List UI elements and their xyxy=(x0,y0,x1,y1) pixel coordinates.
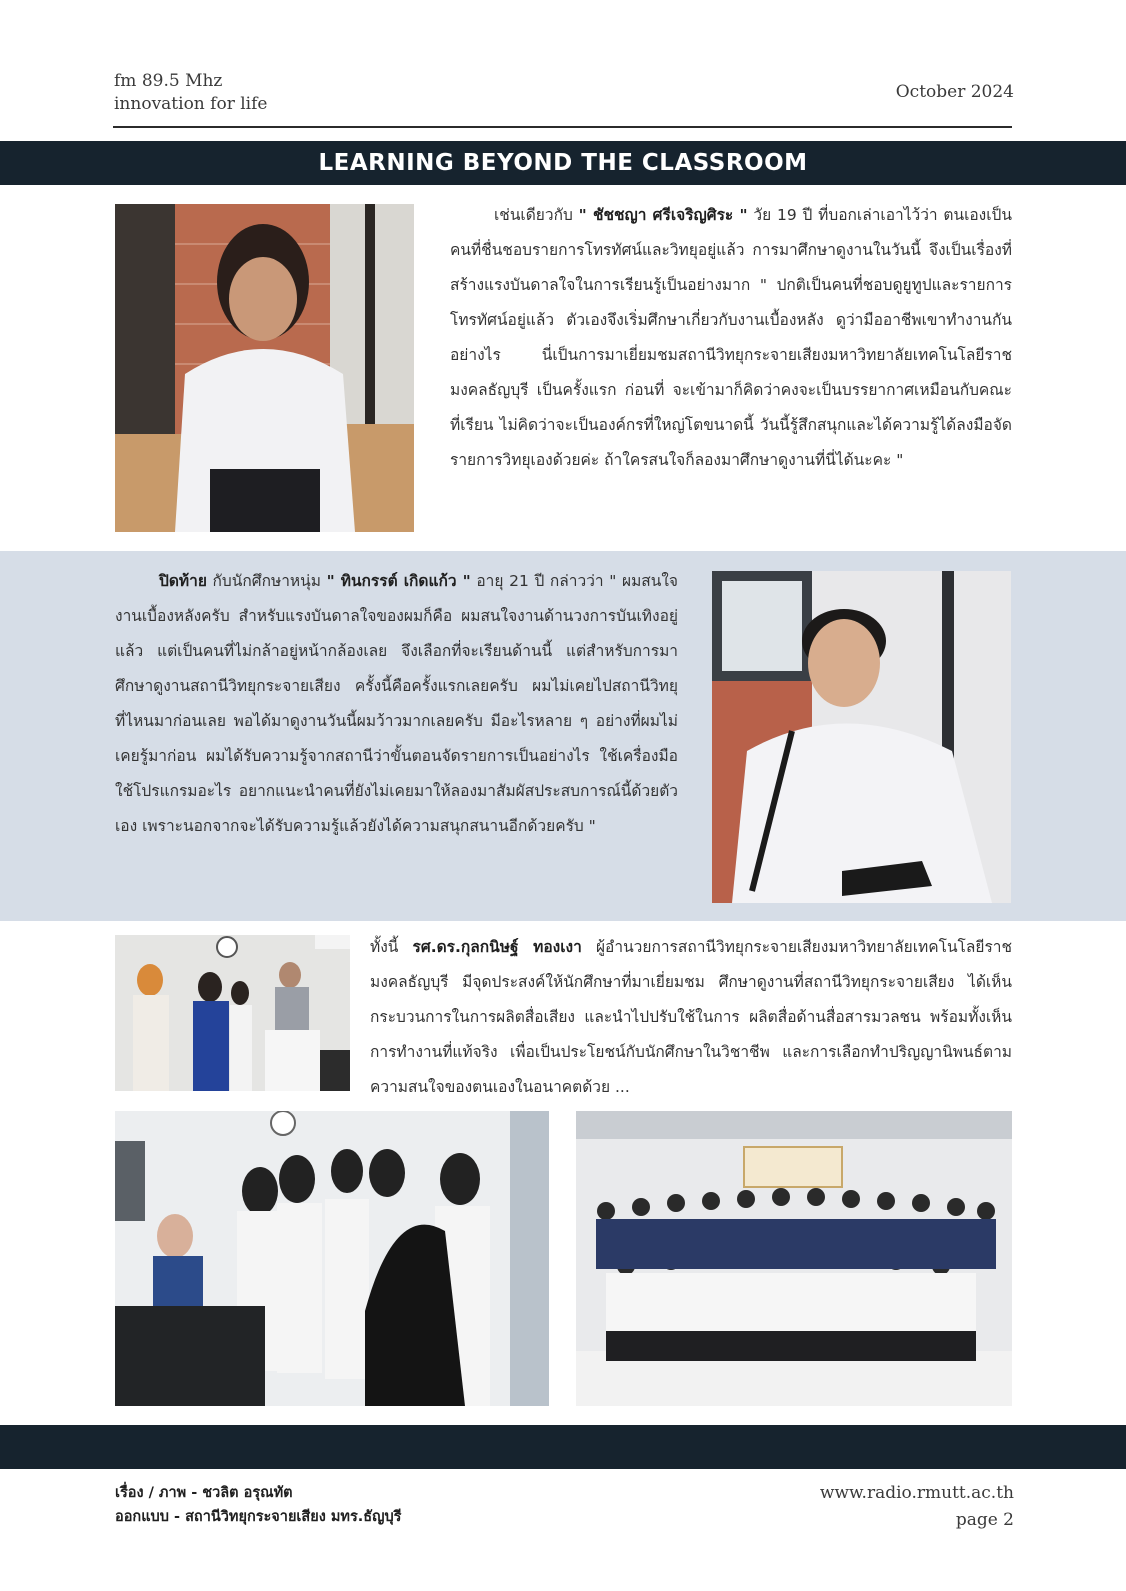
credit-design: ออกแบบ - สถานีวิทยุกระจายเสียง มทร.ธัญบุรี xyxy=(115,1509,402,1525)
footer-info xyxy=(820,1480,1014,1534)
paragraph-female-student: เช่นเดียวกับ " ชัชชญา ศรีเจริญศิระ " วัย 19 ปี ที่บอกเล่าเอาไว้ว่า ตนเองเป็นคนที่ชื่นชอบรายการโทรทัศน์และวิทยุอยู่แล้ว การมาศึกษาดูงานในวันนี้ จึงเป็นเรื่องที่สร้างแรงบันดาลใจในการเรียนรู้เป็นอย่างมาก " ปกติเป็นคนที่ชอบดูยูทูปและรายการโทรทัศน์อยู่แล้ว ตัวเองจึงเริ่มศึกษาเกี่ยวกับงานเบื้องหลัง ดูว่ามืออาชีพเขาทำงานกันอย่างไร นี่เป็นการมาเยี่ยมชมสถานีวิทยุกระจายเสียงมหาวิทยาลัยเทคโนโลยีราชมงคลธัญบุรี เป็นครั้งแรก ก่อนที่ จะเข้ามาก็คิดว่าคงจะเป็นบรรยากาศเหมือนกับคณะที่เรียน ไม่คิดว่าจะเป็นองค์กรที่ใหญ่โตขนาดนี้ วันนี้รู้สึกสนุกและได้ความรู้ได้ลงมือจัดรายการวิทยุเองด้วยค่ะ ถ้าใครสนใจก็ลองมาศึกษาดูงานที่นี่ได้นะคะ " xyxy=(450,206,1012,469)
lead-word: ปิดท้าย xyxy=(159,572,207,590)
website-link[interactable]: www.radio.rmutt.ac.th xyxy=(819,1483,1014,1503)
section-banner xyxy=(0,141,1126,185)
student-name-1: " ชัชชญา ศรีเจริญศิระ " xyxy=(578,206,748,224)
footer-credits xyxy=(115,1481,401,1529)
director-name: รศ.ดร.กุลกนิษฐ์ ทองเงา xyxy=(412,938,582,956)
portrait-illustration xyxy=(712,571,1011,903)
photo-studio-group xyxy=(115,935,350,1091)
photo-students-at-computer xyxy=(115,1111,549,1406)
page-number: page 2 xyxy=(955,1510,1014,1530)
group-illustration xyxy=(115,935,350,1091)
section-title: LEARNING BEYOND THE CLASSROOM xyxy=(318,150,808,176)
paragraph-director: ทั้งนี้ รศ.ดร.กุลกนิษฐ์ ทองเงา ผู้อำนวยการสถานีวิทยุกระจายเสียงมหาวิทยาลัยเทคโนโลยีราชมงคลธัญบุรี มีจุดประสงค์ให้นักศึกษาที่มาเยี่ยมชม ศึกษาดูงานที่สถานีวิทยุกระจายเสียง ได้เห็นกระบวนการในการผลิตสื่อเสียง และนำไปปรับใช้ในการ ผลิตสื่อด้านสื่อสารมวลชน พร้อมทั้งเห็นการทำงานที่แท้จริง เพื่อเป็นประโยชน์กับนักศึกษาในวิชาชีพ และการเลือกทำปริญญานิพนธ์ตามความสนใจของตนเองในอนาคตด้วย ... xyxy=(370,938,1013,1096)
station-tagline: innovation for life xyxy=(114,94,268,114)
photo-large-group xyxy=(576,1111,1012,1406)
header-divider xyxy=(113,126,1012,128)
paragraph-male-student: ปิดท้าย กับนักศึกษาหนุ่ม " ทินกรรต์ เกิดแก้ว " อายุ 21 ปี กล่าวว่า " ผมสนใจงานเบื้องหลังครับ สำหรับแรงบันดาลใจของผมก็คือ ผมสนใจงานด้านวงการบันเทิงอยู่แล้ว แต่เป็นคนที่ไม่กล้าอยู่หน้ากล้องเลย จึงเลือกที่จะเรียนด้านนี้ แต่สำหรับการมาศึกษาดูงานสถานีวิทยุกระจายเสียง ครั้งนี้คือครั้งแรกเลยครับ ผมไม่เคยไปสถานีวิทยุที่ไหนมาก่อนเลย พอได้มาดูงานวันนี้ผมว้าวมากเลยครับ มีอะไรหลาย ๆ อย่างที่ผมไม่เคยรู้มาก่อน ผมได้รับความรู้จากสถานีว่าขั้นตอนจัดรายการเป็นอย่างไร ใช้เครื่องมือใช้โปรแกรมอะไร อยากแนะนำคนที่ยังไม่เคยมาให้ลองมาสัมผัสประสบการณ์นี้ด้วยตัวเอง เพราะนอกจากจะได้รับความรู้แล้วยังได้ความสนุกสนานอีกด้วยครับ " xyxy=(115,572,678,835)
photo-female-student xyxy=(115,204,414,532)
photo-male-student xyxy=(712,571,1011,903)
masthead xyxy=(114,70,267,116)
group-illustration xyxy=(576,1111,1012,1406)
credit-story-photo: เรื่อง / ภาพ - ชวลิต อรุณทัต xyxy=(115,1485,293,1501)
portrait-illustration xyxy=(115,204,414,532)
issue-date: October 2024 xyxy=(895,82,1014,102)
student-name-2: " ทินกรรต์ เกิดแก้ว " xyxy=(326,572,471,590)
footer-bar xyxy=(0,1425,1126,1469)
group-illustration xyxy=(115,1111,549,1406)
station-frequency: fm 89.5 Mhz xyxy=(114,71,223,91)
